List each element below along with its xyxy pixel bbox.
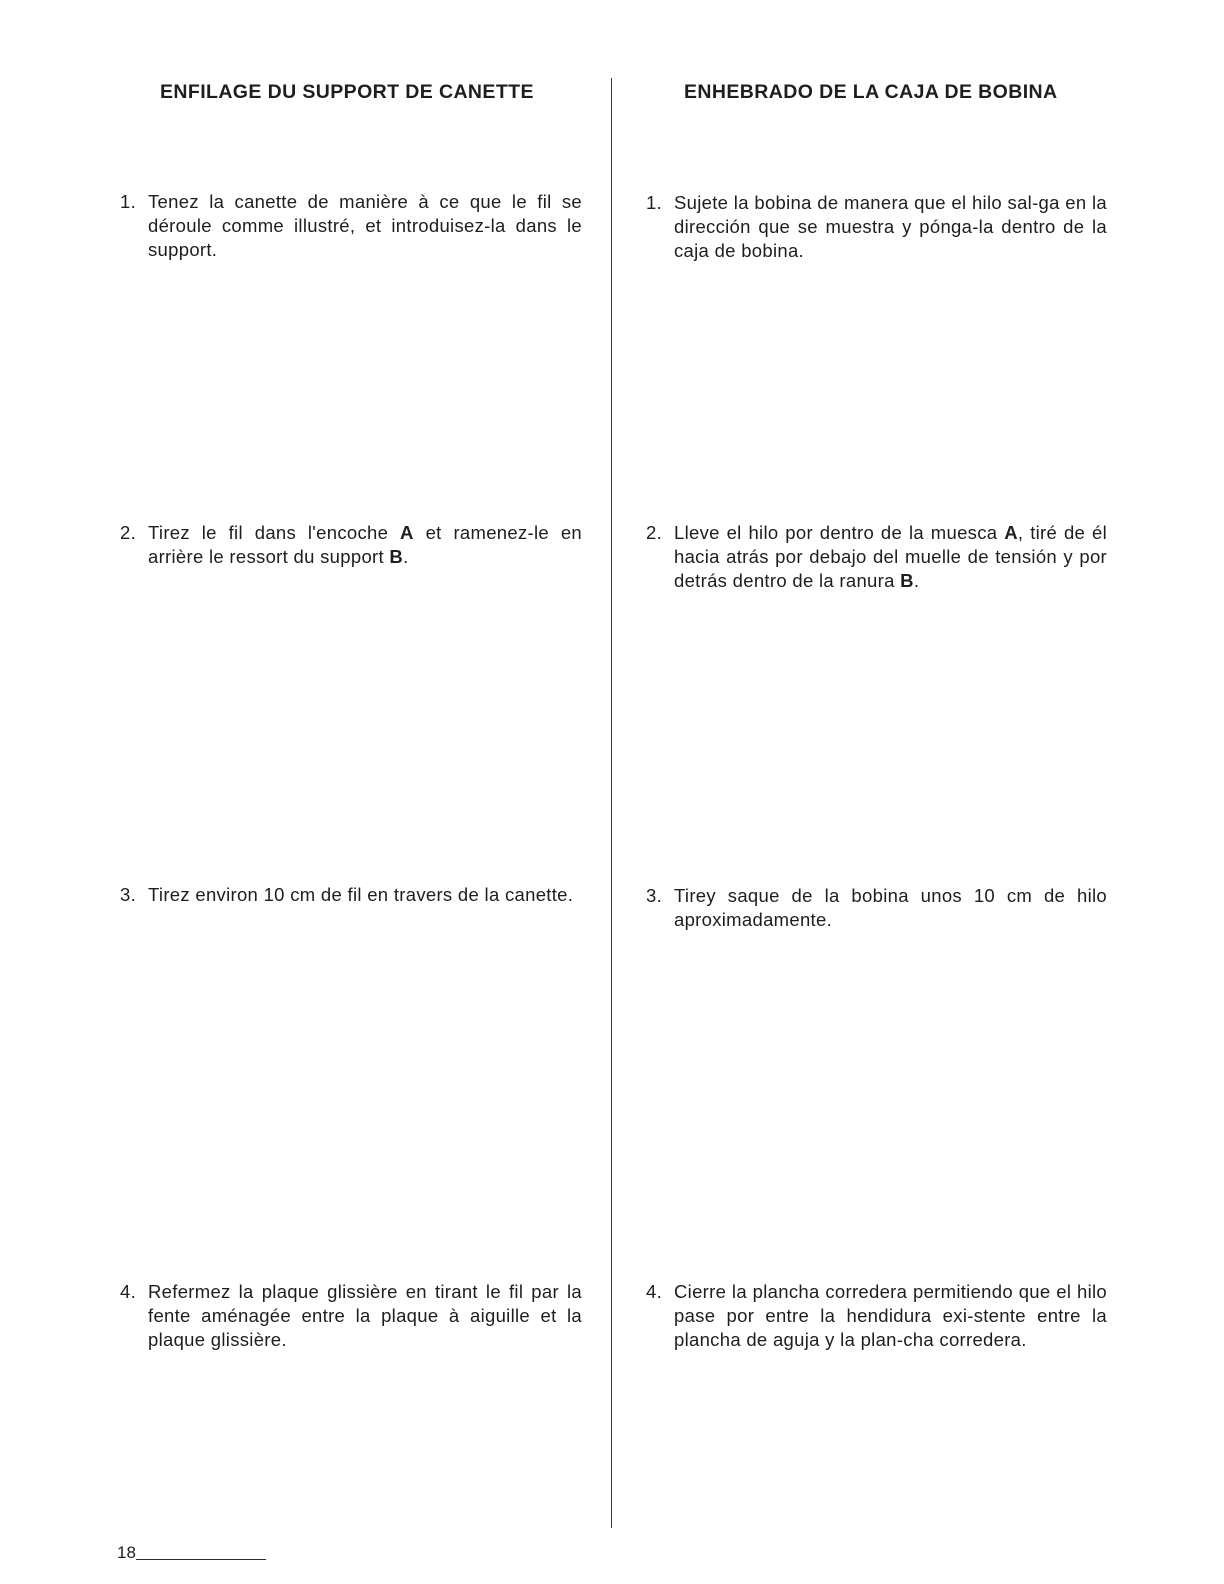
- page-number: 18: [117, 1543, 136, 1562]
- step-text-part: .: [913, 570, 920, 591]
- step-text: Tenez la canette de manière à ce que le fil se déroule comme illustré, et introduisez-la dans le support.: [148, 191, 582, 260]
- column-divider: [611, 78, 612, 1528]
- step-text: Tirez environ 10 cm de fil en travers de la canette.: [148, 884, 574, 905]
- step-text-part: Lleve el hilo por dentro de la muesca: [674, 522, 1005, 543]
- step-text: Sujete la bobina de manera que el hilo sal-ga en la dirección que se muestra y pónga-la dentro de la caja de bobina.: [674, 192, 1107, 261]
- step-text: [148, 521, 582, 569]
- step-number: 4.: [120, 1281, 137, 1302]
- step-text-part: , tiré de él hacia atrás por debajo del muelle de tensión y por detrás dentro de la ranura: [674, 522, 1107, 591]
- step-number: 1.: [646, 192, 663, 213]
- step-text: Tirey saque de la bobina unos 10 cm de hilo aproximadamente.: [674, 885, 1107, 930]
- part-label-a: A: [400, 522, 414, 543]
- step-text-part: .: [403, 546, 409, 567]
- footer-rule: [136, 1559, 266, 1560]
- step-number: 1.: [120, 191, 137, 212]
- part-label-b: B: [900, 570, 914, 591]
- spanish-section-title: ENHEBRADO DE LA CAJA DE BOBINA: [684, 81, 1058, 103]
- step-number: 2.: [120, 522, 137, 543]
- step-text: Cierre la plancha corredera permitiendo que el hilo pase por entre la hendidura exi-stente entre la plancha de aguja y la plan-cha corredera.: [674, 1281, 1107, 1350]
- part-label-a: A: [1004, 522, 1018, 543]
- french-section-title: ENFILAGE DU SUPPORT DE CANETTE: [160, 81, 534, 103]
- step-number: 3.: [120, 884, 137, 905]
- step-number: 2.: [646, 522, 663, 543]
- step-text: Refermez la plaque glissière en tirant le fil par la fente aménagée entre la plaque à aiguille et la plaque glissière.: [148, 1281, 582, 1350]
- step-number: 3.: [646, 885, 663, 906]
- step-text: [674, 521, 1107, 593]
- part-label-b: B: [389, 546, 404, 567]
- step-number: 4.: [646, 1281, 663, 1302]
- step-text-part: Tirez le fil dans l'encoche: [148, 522, 401, 543]
- step-text-part: et ramenez-le en arrière le ressort du support: [148, 522, 583, 567]
